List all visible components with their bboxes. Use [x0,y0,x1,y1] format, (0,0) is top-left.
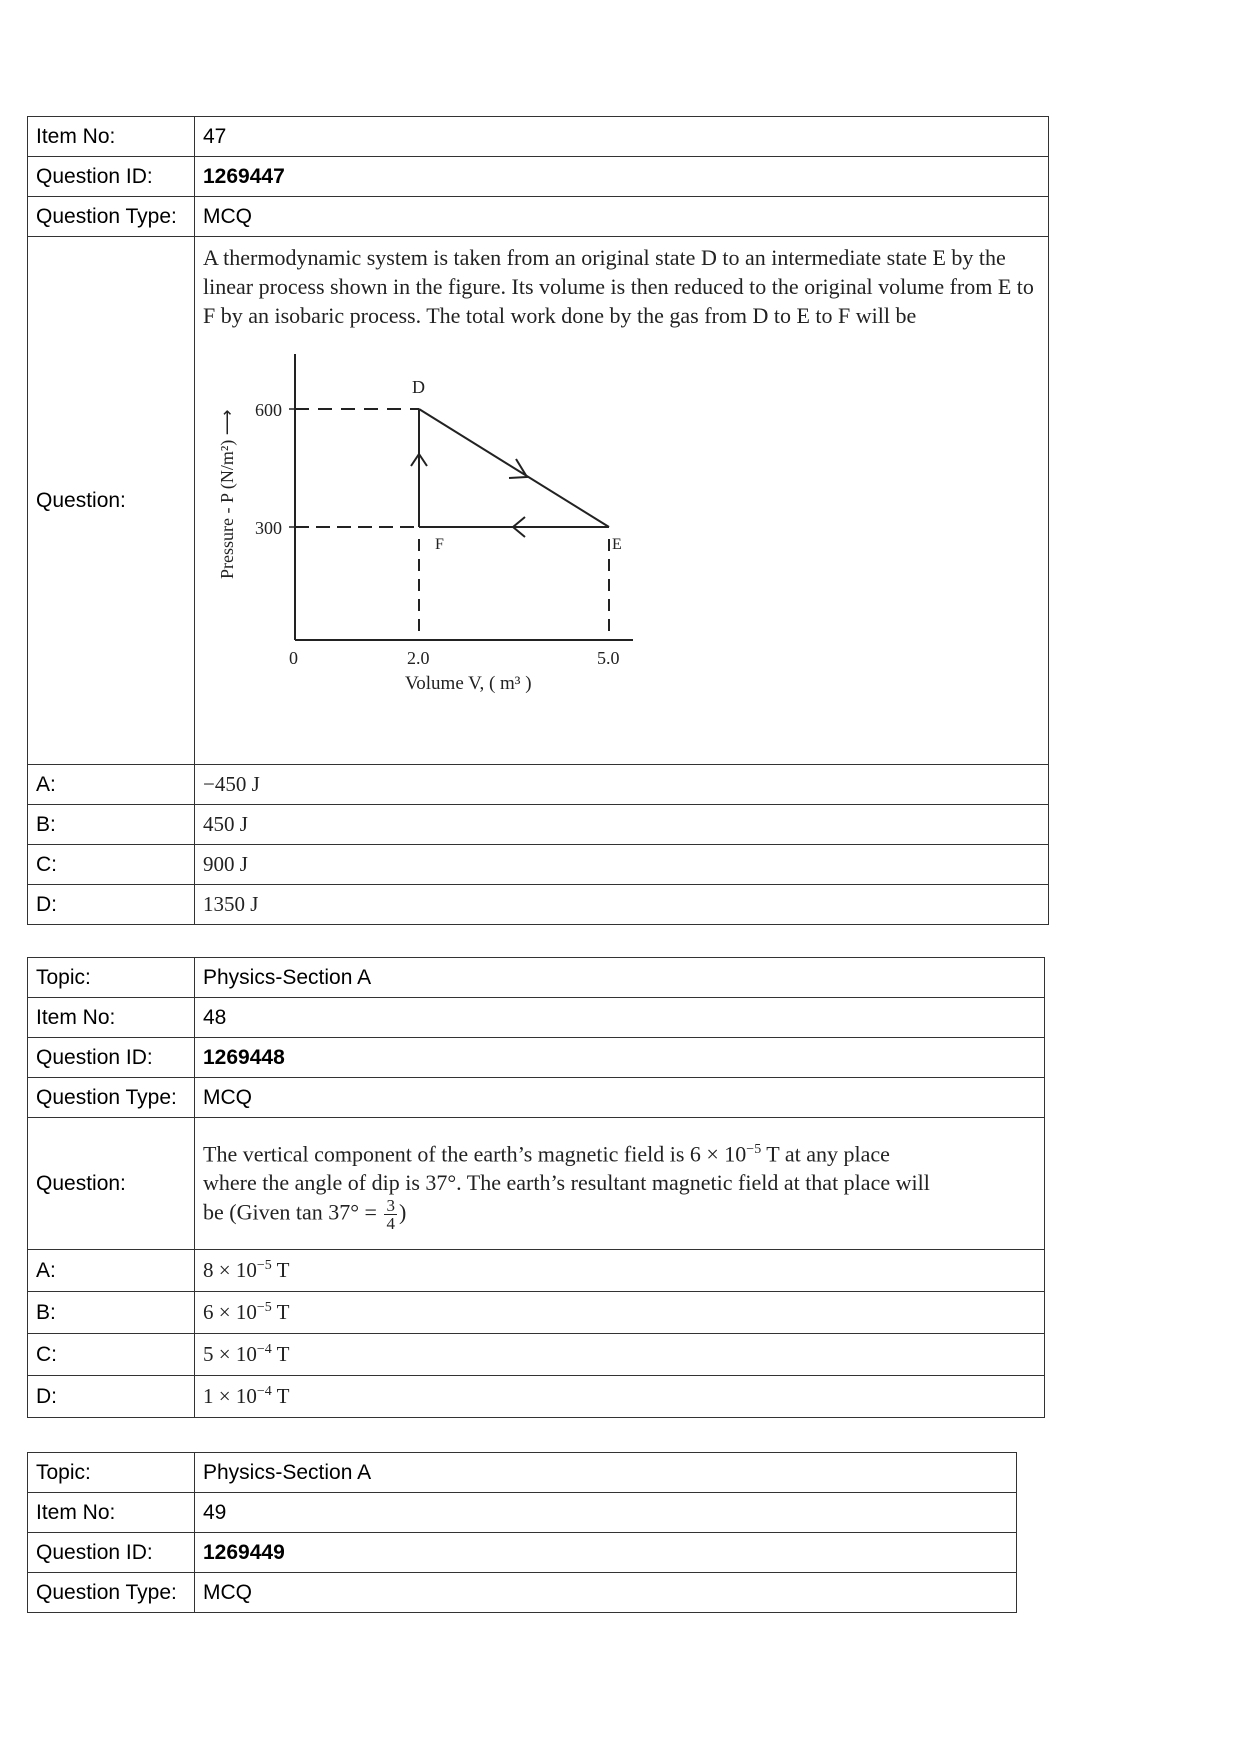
item-no-row [28,998,1045,1038]
option-c-row [28,1334,1045,1376]
option-b-row [28,1292,1045,1334]
option-b-label: B: [28,805,195,845]
option-a-row [28,1250,1045,1292]
option-a-row [28,765,1049,805]
question-id-row [28,1533,1017,1573]
question-id-row [28,1038,1045,1078]
item-no-label: Item No: [28,1493,195,1533]
line-d-to-e [419,409,609,527]
option-d-row [28,885,1049,925]
option-d-row [28,1376,1045,1418]
question-id-row [28,157,1049,197]
question-text: A thermodynamic system is taken from an original state D to an intermediate state E by the linear process shown in the figure. Its volume is then reduced to the original volume from E to F by an isobaric process. The total work done by the gas from D to E to F will be [203,245,1034,328]
option-d-label: D: [28,885,195,925]
y-axis-label: Pressure - P (N/m²) ⟶ [217,409,237,579]
x-tick-5: 5.0 [597,648,620,668]
topic-label: Topic: [28,958,195,998]
question-text: The vertical component of the earth’s magnetic field is $6 \times 10^{-5}$ T at any place where the angle of dip is 37°. The earth’s resultant magnetic field at that place will be (Given tan 37° = $\frac{3}{4}$ ) [203,1141,930,1234]
question-type-row [28,1078,1045,1118]
option-a-label: A: [28,1250,195,1292]
option-b-value: 450 J [195,805,1049,845]
question-type-row [28,197,1049,237]
topic-value: Physics-Section A [195,1453,1017,1493]
question-type-value: MCQ [195,1573,1017,1613]
option-d-value: 1350 J [195,885,1049,925]
question-47-table [27,116,1049,925]
option-c-row [28,845,1049,885]
topic-row [28,958,1045,998]
option-c-value: 900 J [195,845,1049,885]
y-tick-300: 300 [255,518,282,538]
item-no-value: 47 [195,117,1049,157]
option-c-value: $5 \times 10^{-4}$ T [195,1334,1045,1376]
item-no-value: 48 [195,998,1045,1038]
question-type-value: MCQ [195,197,1049,237]
question-type-row [28,1573,1017,1613]
item-no-value: 49 [195,1493,1017,1533]
option-c-label: C: [28,845,195,885]
option-d-value: $1 \times 10^{-4}$ T [195,1376,1045,1418]
question-id-value: 1269447 [195,157,1049,197]
point-f: F [435,536,444,553]
option-b-value: $6 \times 10^{-5}$ T [195,1292,1045,1334]
x-tick-2: 2.0 [407,648,430,668]
question-label: Question: [28,1118,195,1250]
question-type-label: Question Type: [28,1573,195,1613]
question-48-table [27,957,1045,1418]
topic-row [28,1453,1017,1493]
question-cell [195,237,1049,765]
question-type-label: Question Type: [28,197,195,237]
question-cell [195,1118,1045,1250]
option-c-label: C: [28,1334,195,1376]
item-no-label: Item No: [28,117,195,157]
question-id-label: Question ID: [28,1533,195,1573]
topic-value: Physics-Section A [195,958,1045,998]
option-a-value: −450 J [195,765,1049,805]
question-type-value: MCQ [195,1078,1045,1118]
pv-diagram [203,334,673,714]
question-49-table [27,1452,1017,1613]
item-no-row [28,1493,1017,1533]
item-no-row [28,117,1049,157]
question-type-label: Question Type: [28,1078,195,1118]
question-row [28,1118,1045,1250]
question-id-value: 1269449 [195,1533,1017,1573]
x-axis-label: Volume V, ( m³ ) [405,673,532,694]
fraction: $\frac{3}{4}$ [386,1196,395,1234]
option-d-label: D: [28,1376,195,1418]
question-label: Question: [28,237,195,765]
option-a-label: A: [28,765,195,805]
question-id-value: 1269448 [195,1038,1045,1078]
item-no-label: Item No: [28,998,195,1038]
y-tick-600: 600 [255,400,282,420]
point-d: D [412,377,425,397]
option-b-label: B: [28,1292,195,1334]
point-e: E [612,536,622,553]
question-id-label: Question ID: [28,157,195,197]
option-a-value: $8 \times 10^{-5}$ T [195,1250,1045,1292]
topic-label: Topic: [28,1453,195,1493]
x-tick-0: 0 [289,648,298,668]
option-b-row [28,805,1049,845]
question-id-label: Question ID: [28,1038,195,1078]
question-row [28,237,1049,765]
